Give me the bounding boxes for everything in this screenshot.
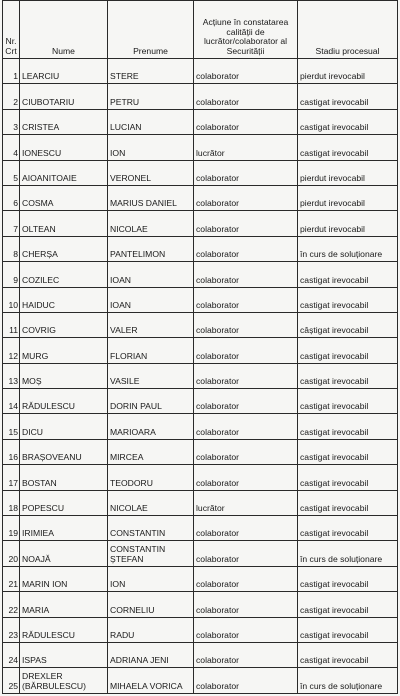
cell-prenume: PETRU	[108, 84, 194, 109]
cell-stadiu: castigat irevocabil	[298, 490, 398, 515]
cell-actiune: colaborator	[194, 642, 298, 667]
cell-nr: 4	[3, 135, 20, 160]
cell-actiune: colaborator	[194, 465, 298, 490]
cell-prenume: NICOLAE	[108, 490, 194, 515]
cell-prenume: MIRCEA	[108, 439, 194, 464]
table-row	[3, 541, 398, 566]
cell-actiune: colaborator	[194, 236, 298, 261]
cell-nr: 19	[3, 516, 20, 541]
table-row	[3, 185, 398, 210]
cell-nr: 18	[3, 490, 20, 515]
cell-nr: 9	[3, 262, 20, 287]
table-row	[3, 617, 398, 642]
cell-stadiu: pierdut irevocabil	[298, 211, 398, 236]
cell-nr: 10	[3, 287, 20, 312]
cell-stadiu: castigat irevocabil	[298, 516, 398, 541]
cell-nume: NOAJĂ	[20, 541, 108, 566]
table-row	[3, 389, 398, 414]
table-row	[3, 84, 398, 109]
table-row	[3, 516, 398, 541]
cell-actiune: colaborator	[194, 312, 298, 337]
cell-stadiu: în curs de soluționare	[298, 668, 398, 693]
table-row	[3, 160, 398, 185]
table-row	[3, 668, 398, 693]
cell-nume: COZILEC	[20, 262, 108, 287]
cell-nr: 12	[3, 338, 20, 363]
table-row	[3, 109, 398, 134]
table-row	[3, 59, 398, 84]
cell-actiune: colaborator	[194, 211, 298, 236]
cell-nume: MURG	[20, 338, 108, 363]
cell-nume: MARIA	[20, 592, 108, 617]
cell-stadiu: castigat irevocabil	[298, 414, 398, 439]
cell-stadiu: castigat irevocabil	[298, 338, 398, 363]
cell-prenume: PANTELIMON	[108, 236, 194, 261]
cell-prenume: CONSTANTIN ȘTEFAN	[108, 541, 194, 566]
cell-nr: 1	[3, 59, 20, 84]
table-row	[3, 592, 398, 617]
cell-stadiu: castigat irevocabil	[298, 363, 398, 388]
cell-prenume: ION	[108, 135, 194, 160]
cell-nume: MARIN ION	[20, 566, 108, 591]
cell-nume: BOSTAN	[20, 465, 108, 490]
cell-nr: 6	[3, 185, 20, 210]
cell-nr: 14	[3, 389, 20, 414]
cell-nr: 13	[3, 363, 20, 388]
cell-actiune: colaborator	[194, 338, 298, 363]
cell-nr: 11	[3, 312, 20, 337]
cell-actiune: colaborator	[194, 59, 298, 84]
cell-nume: ISPAS	[20, 642, 108, 667]
table-row	[3, 135, 398, 160]
cell-prenume: MIHAELA VORICA	[108, 668, 194, 693]
cell-actiune: colaborator	[194, 287, 298, 312]
cell-actiune: colaborator	[194, 389, 298, 414]
cell-nr: 7	[3, 211, 20, 236]
cell-stadiu: castigat irevocabil	[298, 109, 398, 134]
table-row	[3, 262, 398, 287]
cell-prenume: IOAN	[108, 287, 194, 312]
cell-stadiu: castigat irevocabil	[298, 84, 398, 109]
cell-stadiu: în curs de soluționare	[298, 541, 398, 566]
table-header-row	[3, 1, 398, 59]
cell-nr: 2	[3, 84, 20, 109]
cell-nr: 23	[3, 617, 20, 642]
cell-nume: OLTEAN	[20, 211, 108, 236]
table-row	[3, 642, 398, 667]
cell-stadiu: pierdut irevocabil	[298, 59, 398, 84]
cell-stadiu: pierdut irevocabil	[298, 185, 398, 210]
cell-prenume: CONSTANTIN	[108, 516, 194, 541]
cell-prenume: MARIUS DANIEL	[108, 185, 194, 210]
cell-prenume: VERONEL	[108, 160, 194, 185]
cell-nr: 20	[3, 541, 20, 566]
cell-stadiu: castigat irevocabil	[298, 439, 398, 464]
cell-actiune: colaborator	[194, 109, 298, 134]
table-row	[3, 465, 398, 490]
table-row	[3, 338, 398, 363]
cell-stadiu: în curs de soluționare	[298, 236, 398, 261]
table-row	[3, 287, 398, 312]
cell-prenume: DORIN PAUL	[108, 389, 194, 414]
cell-prenume: IOAN	[108, 262, 194, 287]
cell-nume: IONESCU	[20, 135, 108, 160]
cell-prenume: MARIOARA	[108, 414, 194, 439]
cell-actiune: lucrător	[194, 135, 298, 160]
cell-stadiu: castigat irevocabil	[298, 592, 398, 617]
cell-nume: COVRIG	[20, 312, 108, 337]
cell-actiune: colaborator	[194, 668, 298, 693]
table-row	[3, 439, 398, 464]
cell-nr: 3	[3, 109, 20, 134]
cell-stadiu: castigat irevocabil	[298, 642, 398, 667]
cell-stadiu: castigat irevocabil	[298, 262, 398, 287]
cell-prenume: ION	[108, 566, 194, 591]
cell-actiune: colaborator	[194, 566, 298, 591]
cell-stadiu: castigat irevocabil	[298, 135, 398, 160]
cell-actiune: colaborator	[194, 414, 298, 439]
cell-prenume: CORNELIU	[108, 592, 194, 617]
cell-prenume: RADU	[108, 617, 194, 642]
cell-nr: 16	[3, 439, 20, 464]
cell-actiune: lucrător	[194, 490, 298, 515]
cell-nr: 8	[3, 236, 20, 261]
cell-nume: IRIMIEA	[20, 516, 108, 541]
cell-prenume: TEODORU	[108, 465, 194, 490]
cell-actiune: colaborator	[194, 439, 298, 464]
cell-actiune: colaborator	[194, 160, 298, 185]
cell-actiune: colaborator	[194, 592, 298, 617]
cell-nume: BRAȘOVEANU	[20, 439, 108, 464]
cell-stadiu: castigat irevocabil	[298, 287, 398, 312]
header-actiune: Acțiune în constatarea calității de lucrător/colaborator al Securității	[194, 1, 298, 59]
cell-prenume: FLORIAN	[108, 338, 194, 363]
table-row	[3, 490, 398, 515]
cell-nr: 5	[3, 160, 20, 185]
cell-prenume: VALER	[108, 312, 194, 337]
cell-nume: POPESCU	[20, 490, 108, 515]
cell-stadiu: pierdut irevocabil	[298, 160, 398, 185]
cell-stadiu: castigat irevocabil	[298, 389, 398, 414]
cell-nume: CHERȘA	[20, 236, 108, 261]
header-nume: Nume	[20, 1, 108, 59]
cell-actiune: colaborator	[194, 541, 298, 566]
cell-prenume: STERE	[108, 59, 194, 84]
table-row	[3, 566, 398, 591]
cell-stadiu: castigat irevocabil	[298, 566, 398, 591]
cell-actiune: colaborator	[194, 262, 298, 287]
cell-actiune: colaborator	[194, 516, 298, 541]
table-row	[3, 236, 398, 261]
table-row	[3, 363, 398, 388]
cell-nr: 25	[3, 668, 20, 693]
cell-prenume: LUCIAN	[108, 109, 194, 134]
cell-stadiu: câștigat irevocabil	[298, 312, 398, 337]
cell-actiune: colaborator	[194, 185, 298, 210]
cell-actiune: colaborator	[194, 84, 298, 109]
cell-nume: RĂDULESCU	[20, 617, 108, 642]
cell-nr: 21	[3, 566, 20, 591]
cell-nume: DICU	[20, 414, 108, 439]
cell-actiune: colaborator	[194, 363, 298, 388]
cell-actiune: colaborator	[194, 617, 298, 642]
cell-nume: HAIDUC	[20, 287, 108, 312]
cell-nr: 15	[3, 414, 20, 439]
cell-nr: 17	[3, 465, 20, 490]
table-row	[3, 211, 398, 236]
cell-stadiu: castigat irevocabil	[298, 465, 398, 490]
cell-nume: MOȘ	[20, 363, 108, 388]
cell-nume: DREXLER (BĂRBULESCU)	[20, 668, 108, 693]
cell-prenume: NICOLAE	[108, 211, 194, 236]
records-table	[2, 0, 398, 694]
cell-prenume: VASILE	[108, 363, 194, 388]
header-prenume: Prenume	[108, 1, 194, 59]
header-stadiu: Stadiu procesual	[298, 1, 398, 59]
table-row	[3, 312, 398, 337]
cell-nume: AIOANITOAIE	[20, 160, 108, 185]
cell-nume: CRISTEA	[20, 109, 108, 134]
cell-nume: COSMA	[20, 185, 108, 210]
cell-nr: 22	[3, 592, 20, 617]
table-row	[3, 414, 398, 439]
cell-nr: 24	[3, 642, 20, 667]
cell-stadiu: castigat irevocabil	[298, 617, 398, 642]
cell-nume: LEARCIU	[20, 59, 108, 84]
header-nr: Nr. Crt	[3, 1, 20, 59]
cell-prenume: ADRIANA JENI	[108, 642, 194, 667]
cell-nume: RĂDULESCU	[20, 389, 108, 414]
cell-nume: CIUBOTARIU	[20, 84, 108, 109]
